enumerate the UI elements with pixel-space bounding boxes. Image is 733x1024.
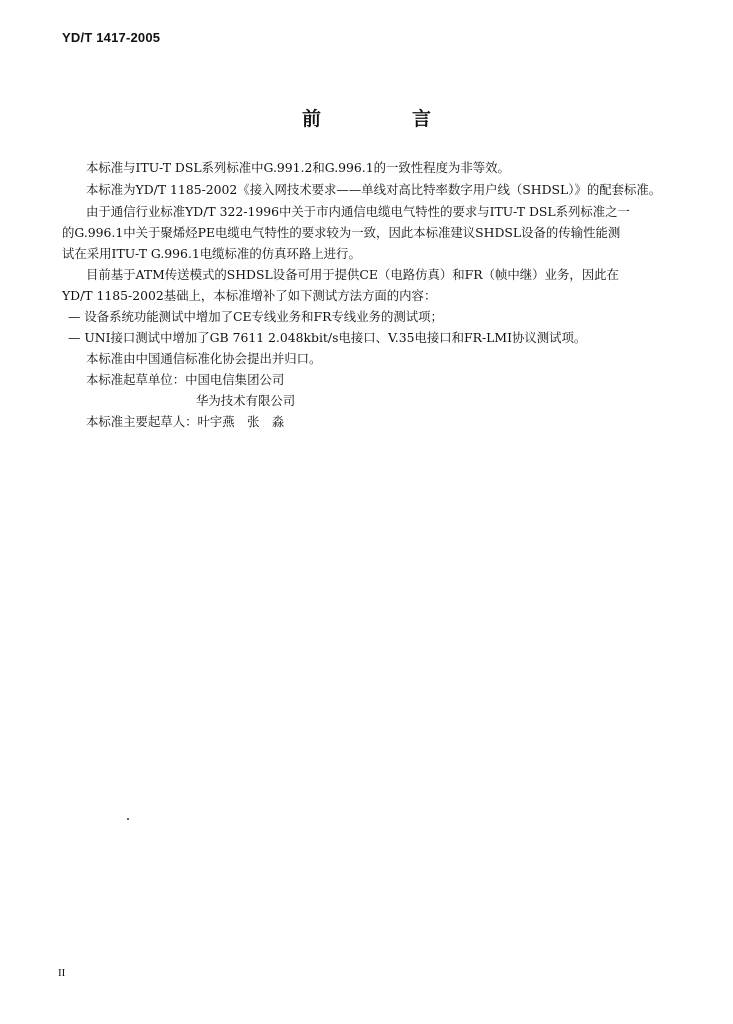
scan-speck bbox=[127, 818, 129, 820]
drafters-line: 本标准主要起草人：叶宇燕 张 淼 bbox=[86, 414, 285, 429]
list-item: — 设备系统功能测试中增加了CE专线业务和FR专线业务的测试项； bbox=[68, 309, 443, 324]
paragraph-line: 的G.996.1中关于聚烯烃PE电缆电气特性的要求较为一致，因此本标准建议SHDSL设备的传输性能测 bbox=[62, 225, 621, 240]
paragraph-line: 试在采用ITU-T G.996.1电缆标准的仿真环路上进行。 bbox=[62, 246, 361, 261]
paragraph-line: 本标准由中国通信标准化协会提出并归口。 bbox=[86, 351, 322, 366]
paragraph-line: YD/T 1185-2002基础上，本标准增补了如下测试方法方面的内容： bbox=[62, 288, 437, 303]
paragraph-line: 由于通信行业标准YD/T 322-1996中关于市内通信电缆电气特性的要求与ITU-T DSL系列标准之一 bbox=[86, 204, 630, 219]
page-number: II bbox=[58, 967, 66, 979]
document-number: YD/T 1417-2005 bbox=[62, 30, 161, 45]
paragraph-line: 本标准为YD/T 1185-2002《接入网技术要求——单线对高比特率数字用户线（SHDSL）》的配套标准。 bbox=[86, 182, 662, 197]
paragraph-line: 本标准与ITU-T DSL系列标准中G.991.2和G.996.1的一致性程度为非等效。 bbox=[86, 160, 510, 175]
drafting-unit-line: 本标准起草单位：中国电信集团公司 bbox=[86, 372, 285, 387]
page-title: 前 言 bbox=[301, 108, 467, 130]
paragraph-line: 目前基于ATM传送模式的SHDSL设备可用于提供CE（电路仿真）和FR（帧中继）业务，因此在 bbox=[86, 267, 619, 282]
list-item: — UNI接口测试中增加了GB 7611 2.048kbit/s电接口、V.35电接口和FR-LMI协议测试项。 bbox=[68, 330, 587, 345]
drafting-unit-line: 华为技术有限公司 bbox=[196, 393, 296, 408]
